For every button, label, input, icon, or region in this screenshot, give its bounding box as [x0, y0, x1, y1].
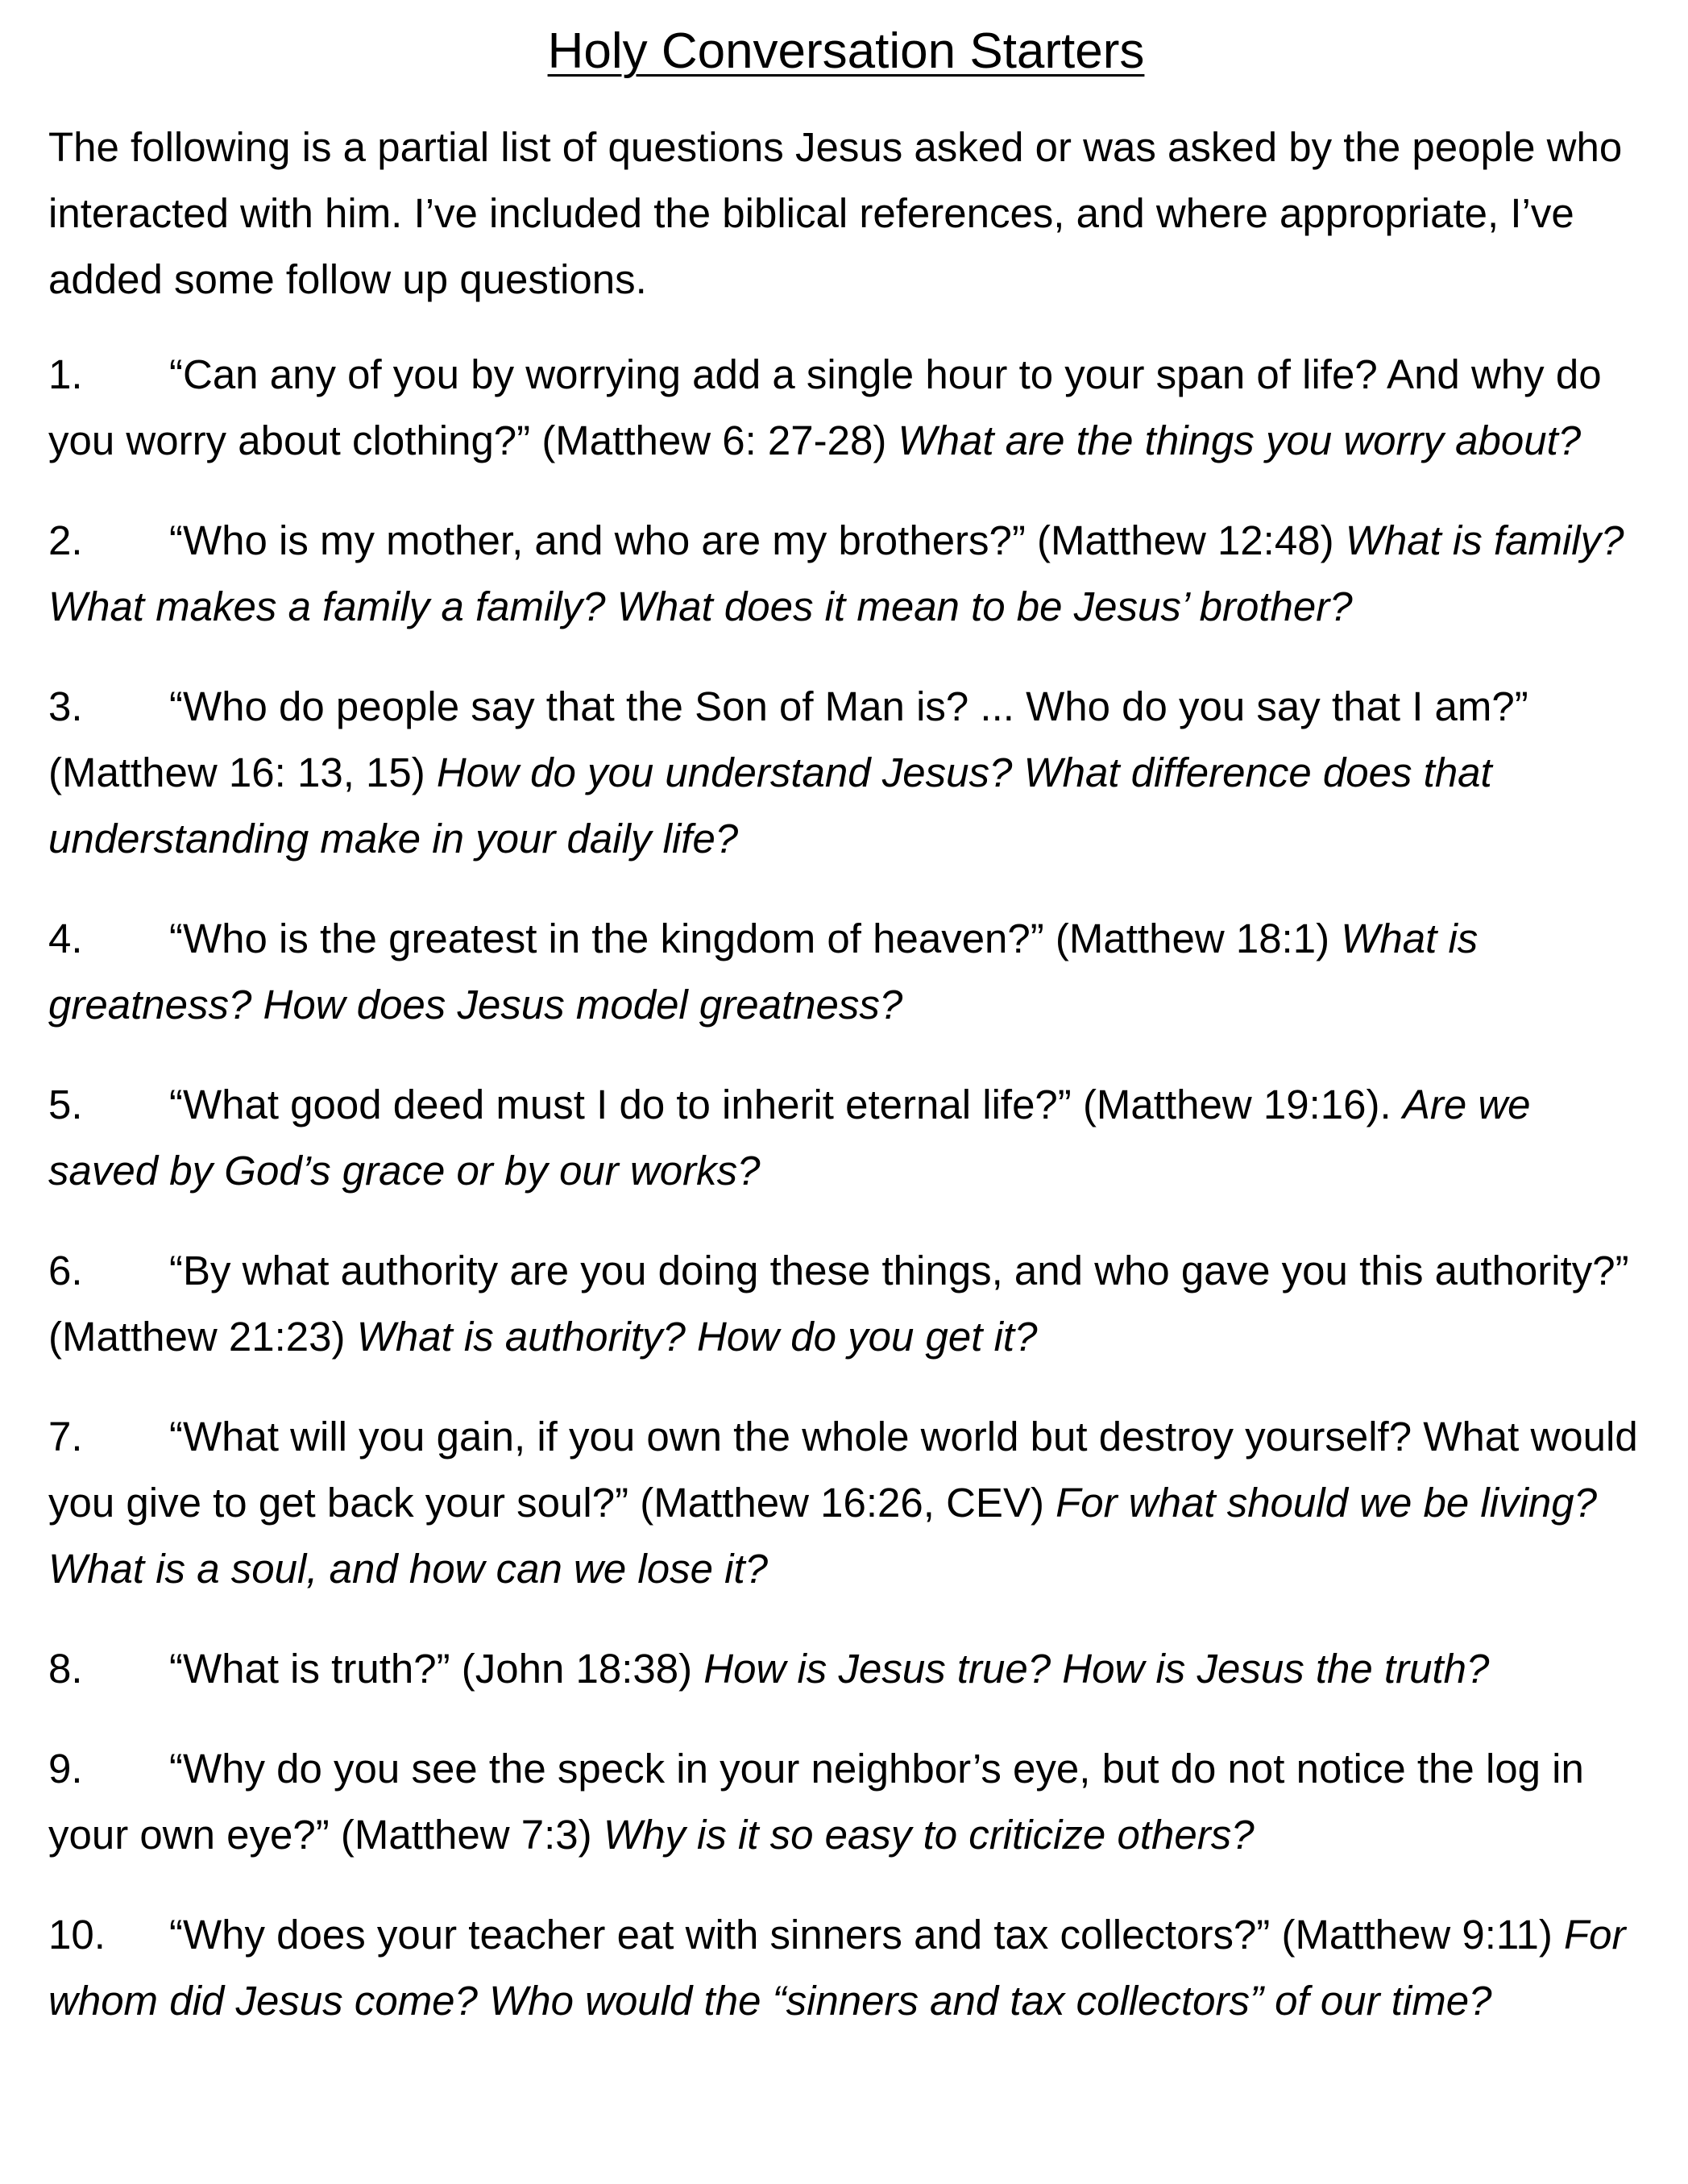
followup-question: What is family? What makes a family a family? What does it mean to be Jesus’ brother?	[48, 517, 1624, 629]
question-number: 4.	[48, 916, 83, 961]
followup-question: For what should we be living? What is a soul, and how can we lose it?	[48, 1480, 1597, 1592]
followup-question: What are the things you worry about?	[898, 417, 1582, 463]
question-quote: “What good deed must I do to inherit eternal life?” (Matthew 19:16).	[169, 1082, 1391, 1127]
question-quote: “What will you gain, if you own the whole world but destroy yourself? What would you give to get back your soul?” (Matthew 16:26, CEV)	[48, 1414, 1638, 1526]
question-number: 1.	[48, 351, 83, 397]
question-quote: “Can any of you by worrying add a single hour to your span of life? And why do you worry about clothing?” (Matthew 6: 27-28)	[48, 351, 1602, 463]
question-number: 2.	[48, 517, 83, 563]
question-list	[48, 342, 1644, 2034]
followup-question: How do you understand Jesus? What difference does that understanding make in your daily life?	[48, 749, 1492, 862]
question-number: 3.	[48, 683, 83, 729]
followup-question: What is greatness? How does Jesus model greatness?	[48, 916, 1479, 1028]
question-number: 5.	[48, 1082, 83, 1127]
intro-paragraph: The following is a partial list of questions Jesus asked or was asked by the people who interacted with him. I’ve included the biblical references, and where appropriate, I’ve added some follow up questions.	[48, 124, 1623, 302]
question-item	[48, 1072, 1644, 1204]
followup-question: Why is it so easy to criticize others?	[603, 1812, 1255, 1858]
question-number: 6.	[48, 1248, 83, 1293]
question-item	[48, 906, 1644, 1038]
question-quote: “Why does your teacher eat with sinners and tax collectors?” (Matthew 9:11)	[169, 1912, 1553, 1958]
followup-question: For whom did Jesus come? Who would the “sinners and tax collectors” of our time?	[48, 1912, 1626, 2024]
question-item	[48, 1238, 1644, 1370]
question-item	[48, 1404, 1644, 1602]
question-number: 9.	[48, 1746, 83, 1792]
page-title: Holy Conversation Starters	[547, 23, 1145, 79]
question-item	[48, 342, 1644, 474]
question-number: 8.	[48, 1646, 83, 1692]
question-item	[48, 1736, 1644, 1868]
question-item	[48, 674, 1644, 872]
question-number: 7.	[48, 1414, 83, 1459]
question-quote: “What is truth?” (John 18:38)	[169, 1646, 693, 1692]
followup-question: Are we saved by God’s grace or by our works?	[48, 1082, 1531, 1194]
question-quote: “By what authority are you doing these things, and who gave you this authority?” (Matthew 21:23)	[48, 1248, 1629, 1360]
followup-question: How is Jesus true? How is Jesus the truth?	[703, 1646, 1490, 1692]
followup-question: What is authority? How do you get it?	[356, 1314, 1038, 1360]
question-item	[48, 1902, 1644, 2034]
question-number: 10.	[48, 1912, 106, 1958]
question-quote: “Who is my mother, and who are my brothers?” (Matthew 12:48)	[169, 517, 1334, 563]
question-quote: “Who is the greatest in the kingdom of heaven?” (Matthew 18:1)	[169, 916, 1330, 961]
document-page	[48, 18, 1644, 2068]
question-item	[48, 508, 1644, 640]
question-item	[48, 1636, 1644, 1702]
question-quote: “Who do people say that the Son of Man is? ... Who do you say that I am?” (Matthew 16: 13, 15)	[48, 683, 1528, 795]
question-quote: “Why do you see the speck in your neighbor’s eye, but do not notice the log in your own eye?” (Matthew 7:3)	[48, 1746, 1584, 1858]
